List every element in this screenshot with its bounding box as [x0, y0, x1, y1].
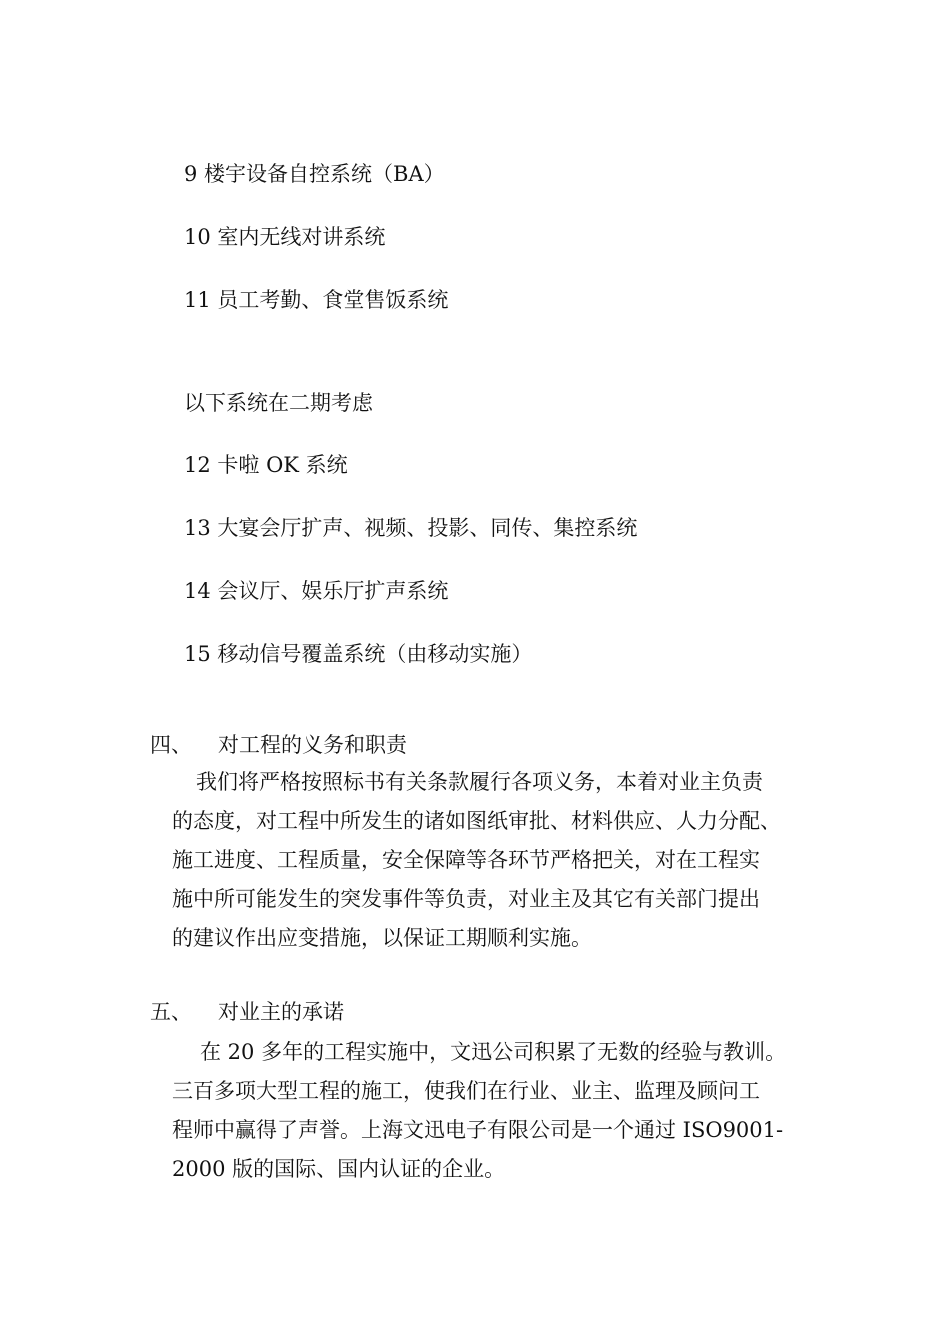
phase2-note: 以下系统在二期考虑 — [184, 391, 373, 415]
list-item-13: 13 大宴会厅扩声、视频、投影、同传、集控系统 — [184, 516, 638, 540]
list-item-10: 10 室内无线对讲系统 — [184, 225, 386, 249]
list-item-15: 15 移动信号覆盖系统（由移动实施） — [184, 642, 533, 666]
section-5-paragraph-line: 三百多项大型工程的施工，使我们在行业、业主、监理及顾问工 — [172, 1079, 760, 1103]
section-5-title: 对业主的承诺 — [218, 1000, 344, 1024]
section-4-paragraph-line: 我们将严格按照标书有关条款履行各项义务，本着对业主负责 — [196, 770, 763, 794]
section-5-paragraph-line: 程师中赢得了声誉。上海文迅电子有限公司是一个通过 ISO9001- — [172, 1118, 784, 1142]
list-item-9: 9 楼宇设备自控系统（BA） — [184, 162, 445, 186]
section-4-number: 四、 — [150, 733, 192, 757]
section-5-paragraph-line: 2000 版的国际、国内认证的企业。 — [172, 1157, 506, 1181]
section-4-paragraph-line: 的建议作出应变措施，以保证工期顺利实施。 — [172, 926, 592, 950]
list-item-14: 14 会议厅、娱乐厅扩声系统 — [184, 579, 449, 603]
list-item-11: 11 员工考勤、食堂售饭系统 — [184, 288, 449, 312]
list-item-12: 12 卡啦 OK 系统 — [184, 453, 348, 477]
section-4-paragraph-line: 施中所可能发生的突发事件等负责，对业主及其它有关部门提出 — [172, 887, 760, 911]
section-4-paragraph-line: 施工进度、工程质量，安全保障等各环节严格把关，对在工程实 — [172, 848, 760, 872]
section-5-paragraph-line: 在 20 多年的工程实施中，文迅公司积累了无数的经验与教训。 — [200, 1040, 787, 1064]
section-5-number: 五、 — [150, 1000, 192, 1024]
section-4-title: 对工程的义务和职责 — [218, 733, 407, 757]
section-4-paragraph-line: 的态度，对工程中所发生的诸如图纸审批、材料供应、人力分配、 — [172, 809, 781, 833]
